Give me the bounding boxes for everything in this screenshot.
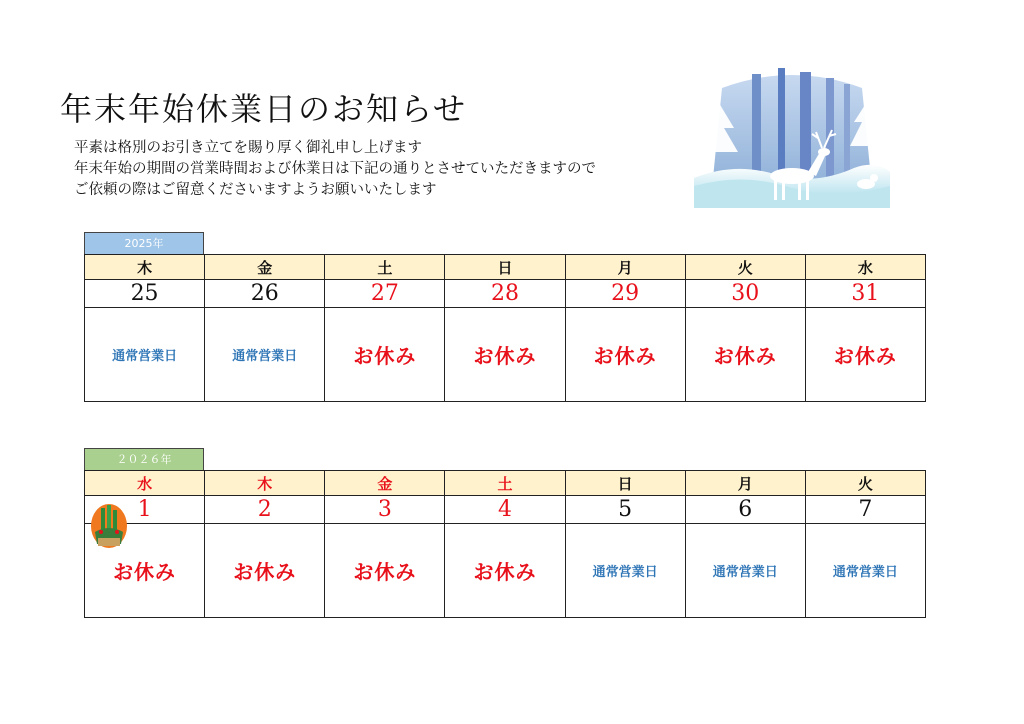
status-cell: お休み — [85, 524, 205, 618]
intro-line: ご依頼の際はご留意くださいますようお願いいたします — [74, 182, 437, 198]
weekday-cell: 火 — [685, 255, 805, 280]
date-row — [85, 496, 926, 524]
year-label-2025: 2025年 — [84, 232, 204, 254]
status-cell: 通常営業日 — [85, 308, 205, 402]
weekday-row — [85, 255, 926, 280]
calendar-2026 — [84, 470, 926, 618]
date-cell: 28 — [445, 280, 565, 308]
date-cell: 2 — [205, 496, 325, 524]
status-cell: 通常営業日 — [805, 524, 925, 618]
date-cell: 30 — [685, 280, 805, 308]
status-cell: 通常営業日 — [565, 524, 685, 618]
weekday-cell: 木 — [205, 471, 325, 496]
calendar-2025 — [84, 254, 926, 402]
status-cell: お休み — [565, 308, 685, 402]
date-cell: 26 — [205, 280, 325, 308]
status-cell: お休み — [805, 308, 925, 402]
weekday-cell: 木 — [85, 255, 205, 280]
status-cell: お休み — [445, 308, 565, 402]
weekday-cell: 水 — [805, 255, 925, 280]
status-cell: お休み — [445, 524, 565, 618]
date-cell: 25 — [85, 280, 205, 308]
status-cell: お休み — [205, 524, 325, 618]
date-value: 1 — [137, 497, 152, 522]
weekday-cell: 金 — [325, 471, 445, 496]
date-cell: 29 — [565, 280, 685, 308]
intro-text — [74, 138, 596, 201]
weekday-cell: 土 — [325, 255, 445, 280]
date-cell: 5 — [565, 496, 685, 524]
weekday-cell: 土 — [445, 471, 565, 496]
date-cell: 6 — [685, 496, 805, 524]
status-cell: お休み — [325, 308, 445, 402]
kadomatsu-icon — [89, 502, 129, 550]
weekday-cell: 日 — [445, 255, 565, 280]
status-cell: 通常営業日 — [685, 524, 805, 618]
intro-line: 平素は格別のお引き立てを賜り厚く御礼申し上げます — [74, 140, 422, 156]
weekday-cell: 金 — [205, 255, 325, 280]
weekday-cell: 月 — [685, 471, 805, 496]
date-cell: 4 — [445, 496, 565, 524]
weekday-cell: 水 — [85, 471, 205, 496]
weekday-cell: 火 — [805, 471, 925, 496]
date-row — [85, 280, 926, 308]
date-cell: 27 — [325, 280, 445, 308]
status-row — [85, 308, 926, 402]
winter-forest-deer-illustration — [694, 68, 890, 208]
status-row — [85, 524, 926, 618]
date-cell: 31 — [805, 280, 925, 308]
status-cell: お休み — [325, 524, 445, 618]
weekday-row — [85, 471, 926, 496]
weekday-cell: 月 — [565, 255, 685, 280]
date-cell: 3 — [325, 496, 445, 524]
intro-line: 年末年始の期間の営業時間および休業日は下記の通りとさせていただきますので — [74, 161, 596, 177]
date-cell-with-kadomatsu — [85, 496, 205, 524]
year-label-2026: ２０２６年 — [84, 448, 204, 470]
date-cell: 7 — [805, 496, 925, 524]
weekday-cell: 日 — [565, 471, 685, 496]
status-cell: 通常営業日 — [205, 308, 325, 402]
status-cell: お休み — [685, 308, 805, 402]
page-title: 年末年始休業日のお知らせ — [60, 90, 468, 128]
